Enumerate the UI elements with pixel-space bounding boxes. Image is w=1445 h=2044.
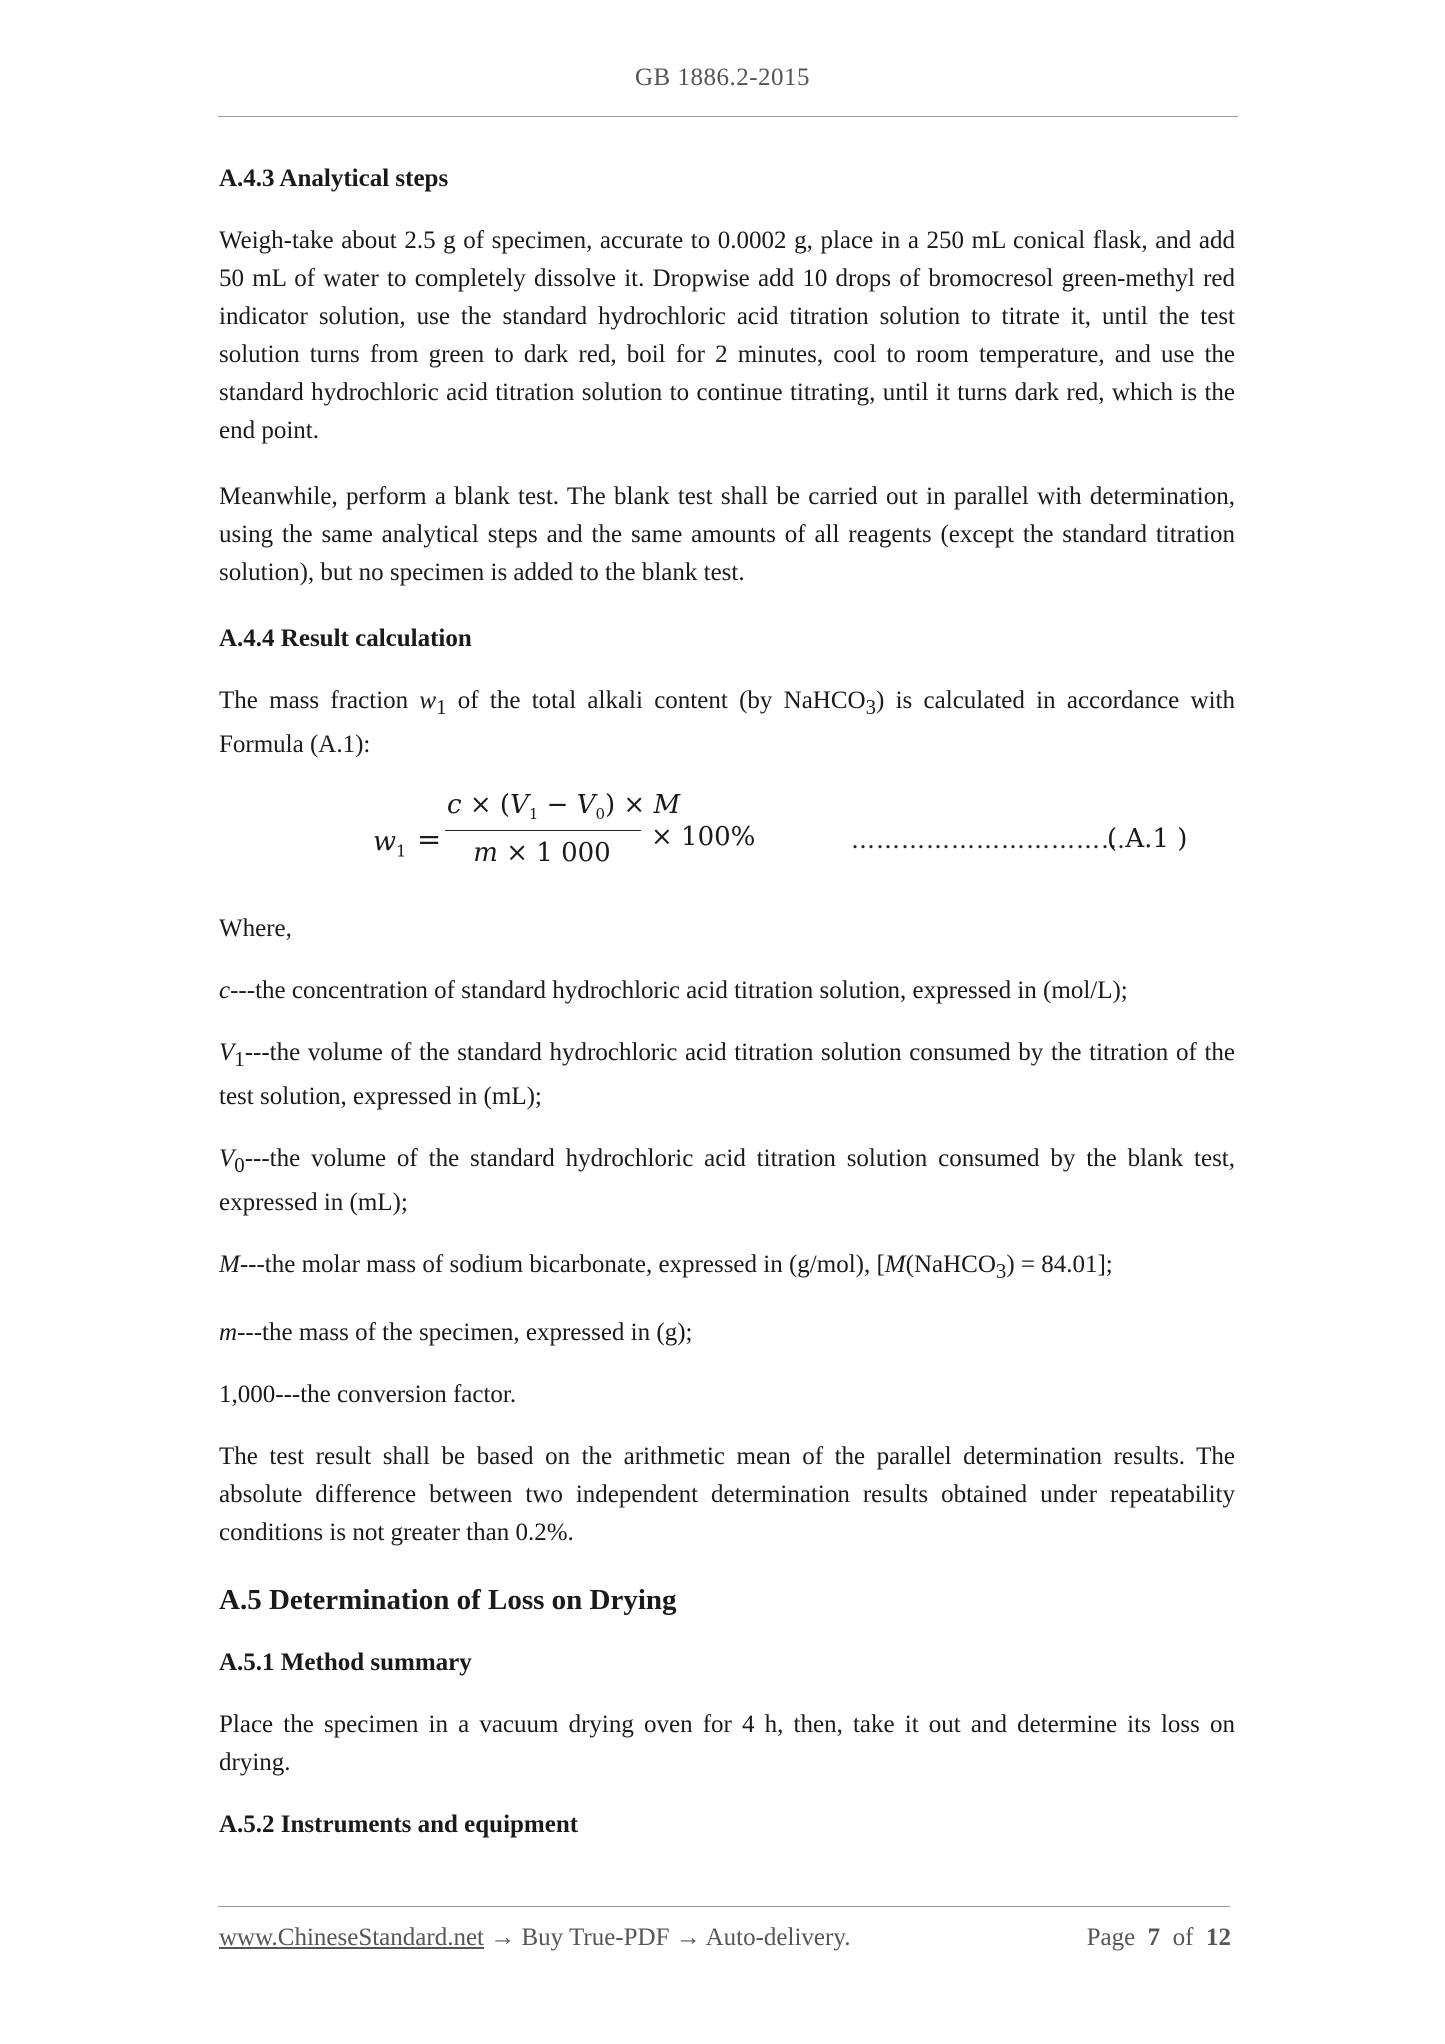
where-label: Where, (219, 915, 292, 942)
definition-v0: $V_0--$-the volume of the standard hydrochloric acid titration solution consumed by the blank test, expressed in (mL); (219, 1145, 1235, 1216)
formula-numerator: $c \times (V_1 - V_0) \times M$ (447, 790, 681, 824)
formula-lhs: $w_1$ (373, 826, 407, 861)
buy-pdf-text: Buy True-PDF (521, 1924, 670, 1951)
formula-denominator: m × 1 000 (473, 838, 611, 868)
section-heading-a444: A.4.4 Result calculation (219, 625, 472, 652)
formula-label: ( A.1 ) (1107, 824, 1188, 854)
arrow-right-icon: → (669, 1924, 706, 1951)
footer-divider (218, 1906, 1230, 1907)
section-heading-a52: A.5.2 Instruments and equipment (219, 1811, 579, 1838)
page-content (219, 160, 1235, 1844)
definition-v1: $V_1--$-the volume of the standard hydrochloric acid titration solution consumed by the titration of the test solution, expressed in (mL); (219, 1039, 1235, 1110)
page-header: GB 1886.2-2015 (634, 64, 811, 91)
section-heading-a51: A.5.1 Method summary (219, 1649, 472, 1676)
definition-conversion-factor: 1,000---the conversion factor. (219, 1381, 517, 1408)
header-divider (218, 116, 1238, 117)
section-heading-a443: A.4.3 Analytical steps (219, 165, 449, 192)
definition-specimen-mass: m---the mass of the specimen, expressed in (g); (219, 1319, 693, 1346)
definition-c: c---the concentration of standard hydrochloric acid titration solution, expressed in (mol/L); (219, 977, 1128, 1004)
website-link[interactable]: www.ChineseStandard.net (219, 1924, 484, 1951)
formula-leader-dots: …………………………… (851, 826, 1126, 854)
paragraph-mass-fraction-intro: The mass fraction $w_1$ of the total alkali content (by NaHCO$_3$) is calculated in accordance with Formula (A.1): (219, 687, 1235, 758)
arrow-right-icon: → (484, 1924, 522, 1951)
formula-equals: = (417, 822, 442, 856)
auto-delivery-text: Auto-delivery. (705, 1924, 851, 1951)
paragraph-method-summary: Place the specimen in a vacuum drying oven for 4 h, then, take it out and determine its loss on drying. (219, 1711, 1235, 1776)
formula-multiplier: × 100% (651, 822, 756, 852)
page-number: Page 7 of 12 (1086, 1924, 1231, 1951)
page-footer (219, 1924, 1231, 1952)
formula-a1 (219, 786, 1235, 906)
formula-fraction-bar (445, 830, 641, 831)
definition-molar-mass: M---the molar mass of sodium bicarbonate, expressed in (g/mol), [M(NaHCO$_3$) = 84.01]; (219, 1251, 1113, 1283)
paragraph-analytical-steps: Weigh-take about 2.5 g of specimen, accurate to 0.0002 g, place in a 250 mL conical flask, and add 50 mL of water to completely dissolve it. Dropwise add 10 drops of bromocresol green-methyl red indicator solution, use the standard hydrochloric acid titration solution to titrate it, until the test solution turns from green to dark red, boil for 2 minutes, cool to room temperature, and use the standard hydrochloric acid titration solution to continue titrating, until it turns dark red, which is the end point. (219, 227, 1235, 444)
section-heading-a5: A.5 Determination of Loss on Drying (219, 1584, 677, 1616)
paragraph-test-result: The test result shall be based on the arithmetic mean of the parallel determination results. The absolute difference between two independent determination results obtained under repeatability conditions is not greater than 0.2%. (219, 1443, 1235, 1546)
paragraph-blank-test: Meanwhile, perform a blank test. The blank test shall be carried out in parallel with determination, using the same analytical steps and the same amounts of all reagents (except the standard titration solution), but no specimen is added to the blank test. (219, 483, 1235, 586)
